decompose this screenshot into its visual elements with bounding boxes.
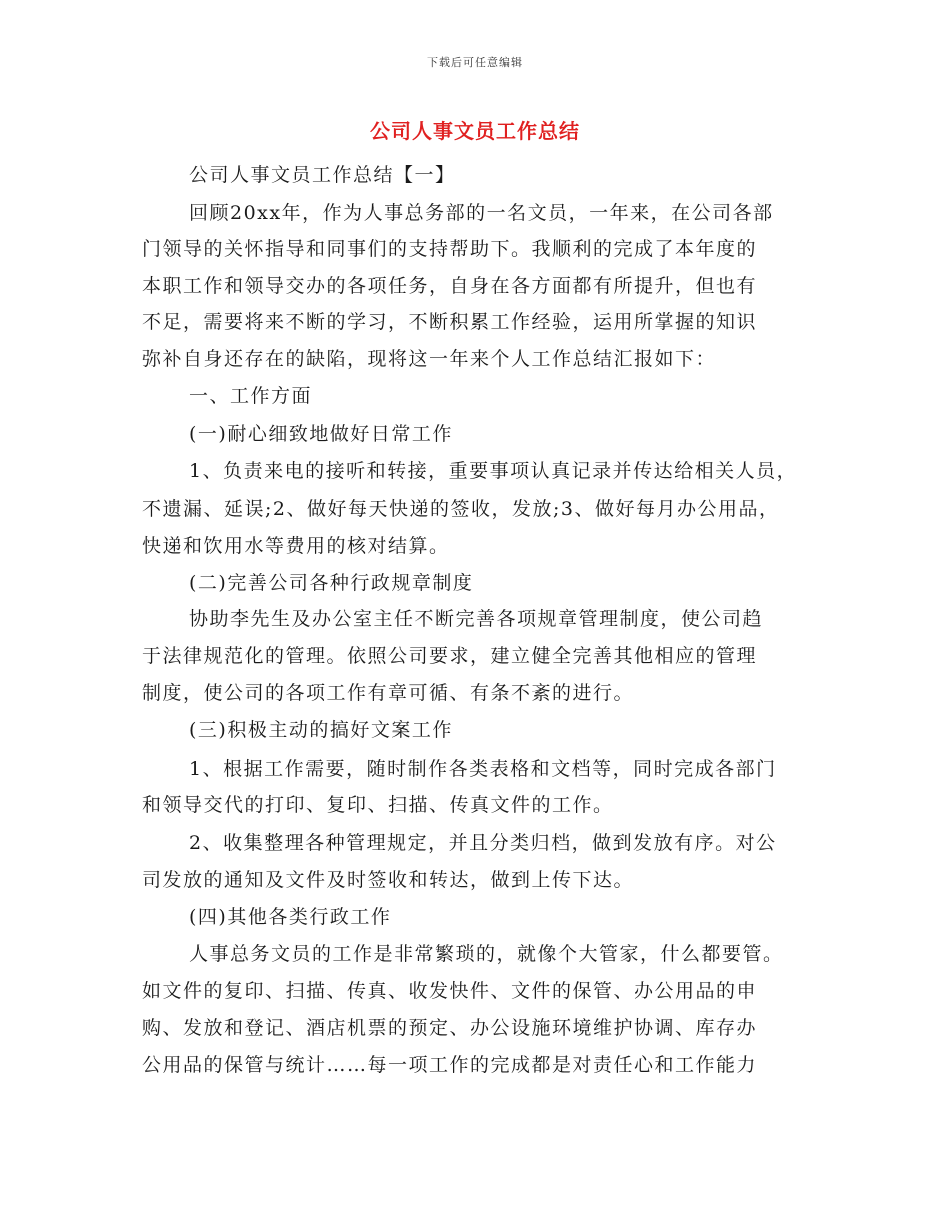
subsection-heading: (一)耐心细致地做好日常工作 [189,423,453,445]
paragraph-line: 回顾20xx年，作为人事总务部的一名文员，一年来，在公司各部 [189,202,774,224]
paragraph-line: 公用品的保管与统计……每一项工作的完成都是对责任心和工作能力 [142,1054,758,1076]
paragraph-line: 如文件的复印、扫描、传真、收发快件、文件的保管、办公用品的申 [142,980,758,1002]
paragraph-line: 和领导交代的打印、复印、扫描、传真文件的工作。 [142,794,614,816]
paragraph-line: 不遗漏、延误;2、做好每天快递的签收，发放;3、做好每月办公用品， [142,498,780,520]
paragraph-line: 1、负责来电的接听和转接，重要事项认真记录并传达给相关人员， [189,460,798,482]
paragraph-line: 于法律规范化的管理。依照公司要求，建立健全完善其他相应的管理 [142,645,758,667]
subsection-heading: (四)其他各类行政工作 [189,906,392,928]
header-note: 下载后可任意编辑 [427,56,523,69]
paragraph-line: 协助李先生及办公室主任不断完善各项规章管理制度，使公司趋 [189,608,764,630]
paragraph-line: 门领导的关怀指导和同事们的支持帮助下。我顺利的完成了本年度的 [142,238,758,260]
paragraph-line: 司发放的通知及文件及时签收和转达，做到上传下达。 [142,869,635,891]
paragraph-line: 2、收集整理各种管理规定，并且分类归档，做到发放有序。对公 [189,832,777,854]
paragraph-line: 快递和饮用水等费用的核对结算。 [142,535,450,557]
paragraph-line: 制度，使公司的各项工作有章可循、有条不紊的进行。 [142,682,635,704]
paragraph-line: 购、发放和登记、酒店机票的预定、办公设施环境维护协调、库存办 [142,1017,758,1039]
section-heading: 一、工作方面 [189,385,313,407]
section-heading: 公司人事文员工作总结【一】 [189,164,456,186]
paragraph-line: 人事总务文员的工作是非常繁琐的，就像个大管家，什么都要管。 [189,943,784,965]
subsection-heading: (二)完善公司各种行政规章制度 [189,572,474,594]
paragraph-line: 本职工作和领导交办的各项任务，自身在各方面都有所提升，但也有 [142,275,758,297]
paragraph-line: 不足，需要将来不断的学习，不断积累工作经验，运用所掌握的知识 [142,311,758,333]
paragraph-line: 弥补自身还存在的缺陷，现将这一年来个人工作总结汇报如下： [142,348,717,370]
paragraph-line: 1、根据工作需要，随时制作各类表格和文档等，同时完成各部门 [189,758,777,780]
subsection-heading: (三)积极主动的搞好文案工作 [189,719,453,741]
document-title: 公司人事文员工作总结 [370,119,580,143]
